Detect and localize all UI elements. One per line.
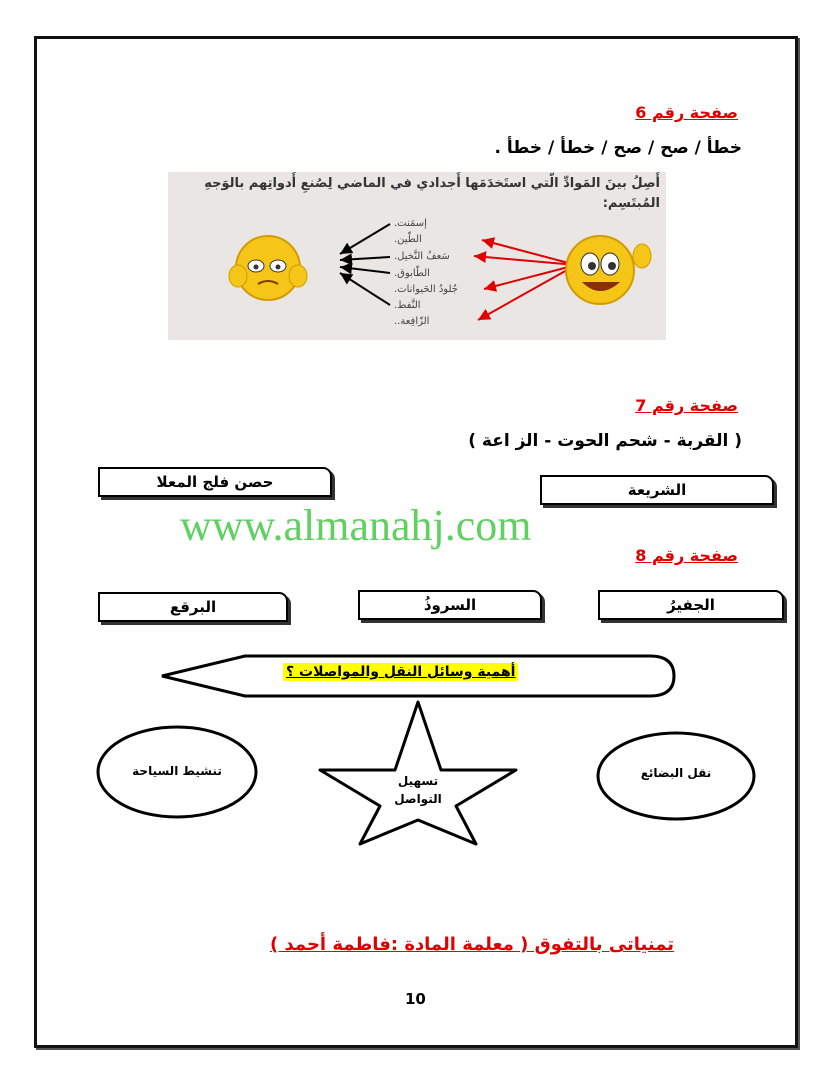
- oval-right-label: نقل البضائع: [640, 766, 712, 780]
- worksheet-image: [168, 172, 666, 340]
- answer-box-shariya: الشريعة: [540, 475, 774, 505]
- happy-face-icon: [566, 236, 651, 304]
- sad-face-icon: [229, 236, 307, 300]
- page6-heading: صفحة رقم 6: [635, 103, 738, 122]
- material-item: الزّافِعة..: [394, 316, 430, 327]
- answer-box-jafeer: الجفيرُ: [598, 590, 784, 620]
- answer-box-burqa: البرقع: [98, 592, 288, 622]
- page6-answers: خطأ / صح / صح / خطأ / خطأ .: [494, 138, 742, 158]
- page7-heading: صفحة رقم 7: [635, 396, 738, 415]
- page8-heading: صفحة رقم 8: [635, 546, 738, 565]
- page7-answers: ( القربة - شحم الحوت - الز اعة ): [468, 431, 742, 451]
- worksheet-instruction-cont: المُبتَسِم:: [602, 196, 660, 211]
- footer-wish: تمنياتى بالتفوق ( معلمة المادة :فاطمة أحمد ): [270, 934, 675, 955]
- watermark: www.almanahj.com: [180, 501, 532, 550]
- star-label-line1: تسهيل: [397, 774, 439, 788]
- material-item: سَعفُ النَّخيل.: [394, 251, 450, 262]
- material-item: الطّابوق.: [394, 268, 430, 279]
- material-item: النَّفط.: [394, 300, 421, 311]
- matching-arrows: [168, 172, 666, 340]
- star-shape: [316, 698, 520, 848]
- answer-box-fort: حصن فلج المعلا: [98, 467, 332, 497]
- star-label-line2: التواصل: [394, 792, 442, 806]
- arrow-label: أهمية وسائل النقل والمواصلات ؟: [283, 663, 518, 681]
- page-number: 10: [405, 990, 426, 1008]
- material-item: الطّين.: [394, 234, 422, 245]
- material-item: جُلودُ الحَيوانات.: [394, 284, 458, 295]
- worksheet-instruction: أَصِلُ بينَ المَوادِّ الّتي استَخدَمَها أَجدادي في الماضي لِصُنعِ أَدواتِهم بالوَجهِ: [204, 176, 660, 191]
- answer-box-saroodh: السروذُ: [358, 590, 542, 620]
- oval-left-label: تنشيط السياحة: [132, 764, 222, 778]
- material-item: إسمَنت.: [394, 218, 427, 229]
